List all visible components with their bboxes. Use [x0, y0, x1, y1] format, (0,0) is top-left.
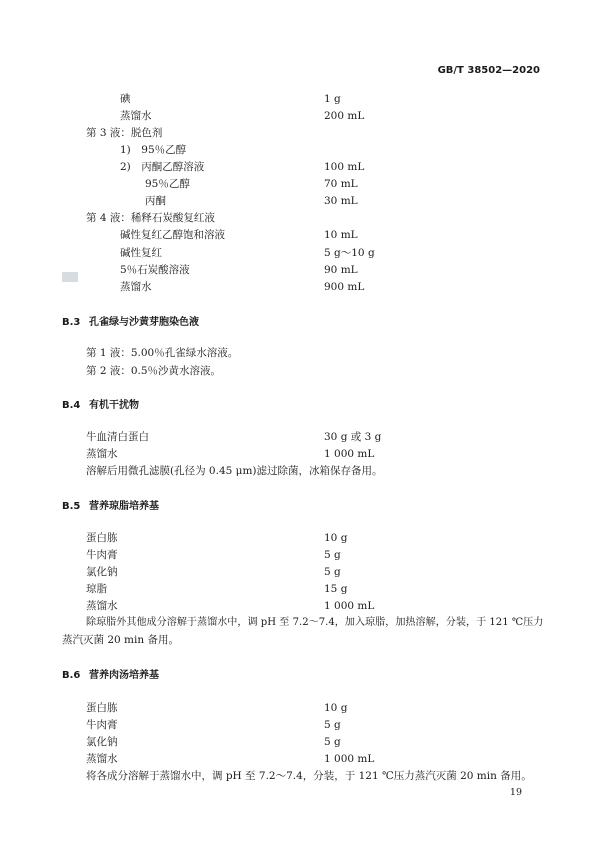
reagent-amount: 90 mL: [324, 264, 358, 276]
reagent-amount: 10 g: [324, 702, 348, 714]
section-title: 营养琼脂培养基: [89, 501, 159, 512]
paragraph: 将各成分溶解于蒸馏水中，调 pH 至 7.2～7.4，分装，于 121 ℃压力蒸汽灭菌 20 min 备用。: [86, 770, 532, 782]
section-heading-b3: [62, 318, 199, 328]
section-title: 营养肉汤培养基: [89, 670, 159, 681]
reagent-name: 牛肉膏: [86, 549, 118, 561]
reagent-amount: 15 g: [324, 583, 348, 595]
reagent-amount: 30 g 或 3 g: [324, 431, 382, 443]
reagent-amount: 5 g: [324, 566, 341, 578]
reagent-amount: 30 mL: [324, 195, 358, 207]
reagent-name: 蒸馏水: [86, 600, 118, 612]
paragraph: 第 2 液：0.5％沙黄水溶液。: [86, 365, 222, 377]
reagent-name: 琼脂: [86, 583, 107, 595]
reagent-amount: 100 mL: [324, 161, 365, 173]
reagent-amount: 5 g: [324, 736, 341, 748]
reagent-name: 氯化钠: [86, 736, 118, 748]
reagent-amount: 10 mL: [324, 229, 358, 241]
reagent-option: 2) 丙酮乙醇溶液: [120, 161, 205, 173]
reagent-name: 氯化钠: [86, 566, 118, 578]
reagent-amount: 200 mL: [324, 110, 365, 122]
reagent-name: 5％石炭酸溶液: [120, 264, 190, 276]
reagent-name: 丙酮: [145, 195, 166, 207]
paragraph: 蒸汽灭菌 20 min 备用。: [62, 634, 179, 646]
section-number: B.4: [62, 400, 81, 411]
reagent-name: 蛋白胨: [86, 532, 118, 544]
standard-code: GB/T 38502—2020: [437, 65, 540, 76]
section-heading-b6: [62, 671, 159, 681]
section-number: B.3: [62, 317, 81, 328]
reagent-amount: 5 g～10 g: [324, 247, 375, 259]
reagent-name: 碱性复红乙醇饱和溶液: [120, 229, 225, 241]
reagent-amount: 1 g: [324, 93, 341, 105]
reagent-name: 蒸馏水: [86, 753, 118, 765]
reagent-name: 碘: [120, 93, 131, 105]
reagent-name: 蒸馏水: [120, 281, 152, 293]
reagent-name: 牛血清白蛋白: [86, 431, 149, 443]
section-heading-b5: [62, 502, 159, 512]
reagent-amount: 5 g: [324, 549, 341, 561]
reagent-amount: 10 g: [324, 532, 348, 544]
page-number: 19: [509, 787, 522, 798]
paragraph: 除琼脂外其他成分溶解于蒸馏水中，调 pH 至 7.2～7.4，加入琼脂，加热溶解，分装，于 121 ℃压力: [86, 617, 544, 628]
solution-heading: 第 4 液：稀释石炭酸复红液: [86, 212, 215, 224]
paragraph: 第 1 液：5.00％孔雀绿水溶液。: [86, 347, 239, 359]
reagent-name: 蒸馏水: [86, 448, 118, 460]
reagent-option: 1) 95％乙醇: [120, 144, 187, 156]
margin-mark: [62, 272, 78, 282]
reagent-amount: 1 000 mL: [324, 600, 375, 612]
reagent-amount: 900 mL: [324, 281, 365, 293]
section-title: 孔雀绿与沙黄芽胞染色液: [89, 317, 199, 328]
reagent-amount: 5 g: [324, 719, 341, 731]
reagent-name: 蒸馏水: [120, 110, 152, 122]
reagent-amount: 70 mL: [324, 178, 358, 190]
section-number: B.5: [62, 501, 81, 512]
reagent-amount: 1 000 mL: [324, 753, 375, 765]
section-number: B.6: [62, 670, 81, 681]
section-heading-b4: [62, 401, 139, 411]
reagent-name: 牛肉膏: [86, 719, 118, 731]
paragraph: 溶解后用微孔滤膜(孔径为 0.45 μm)滤过除菌，冰箱保存备用。: [86, 465, 383, 477]
section-title: 有机干扰物: [89, 400, 139, 411]
solution-heading: 第 3 液：脱色剂: [86, 127, 163, 139]
reagent-amount: 1 000 mL: [324, 448, 375, 460]
reagent-name: 碱性复红: [120, 247, 162, 259]
reagent-name: 95％乙醇: [145, 178, 190, 190]
reagent-name: 蛋白胨: [86, 702, 118, 714]
